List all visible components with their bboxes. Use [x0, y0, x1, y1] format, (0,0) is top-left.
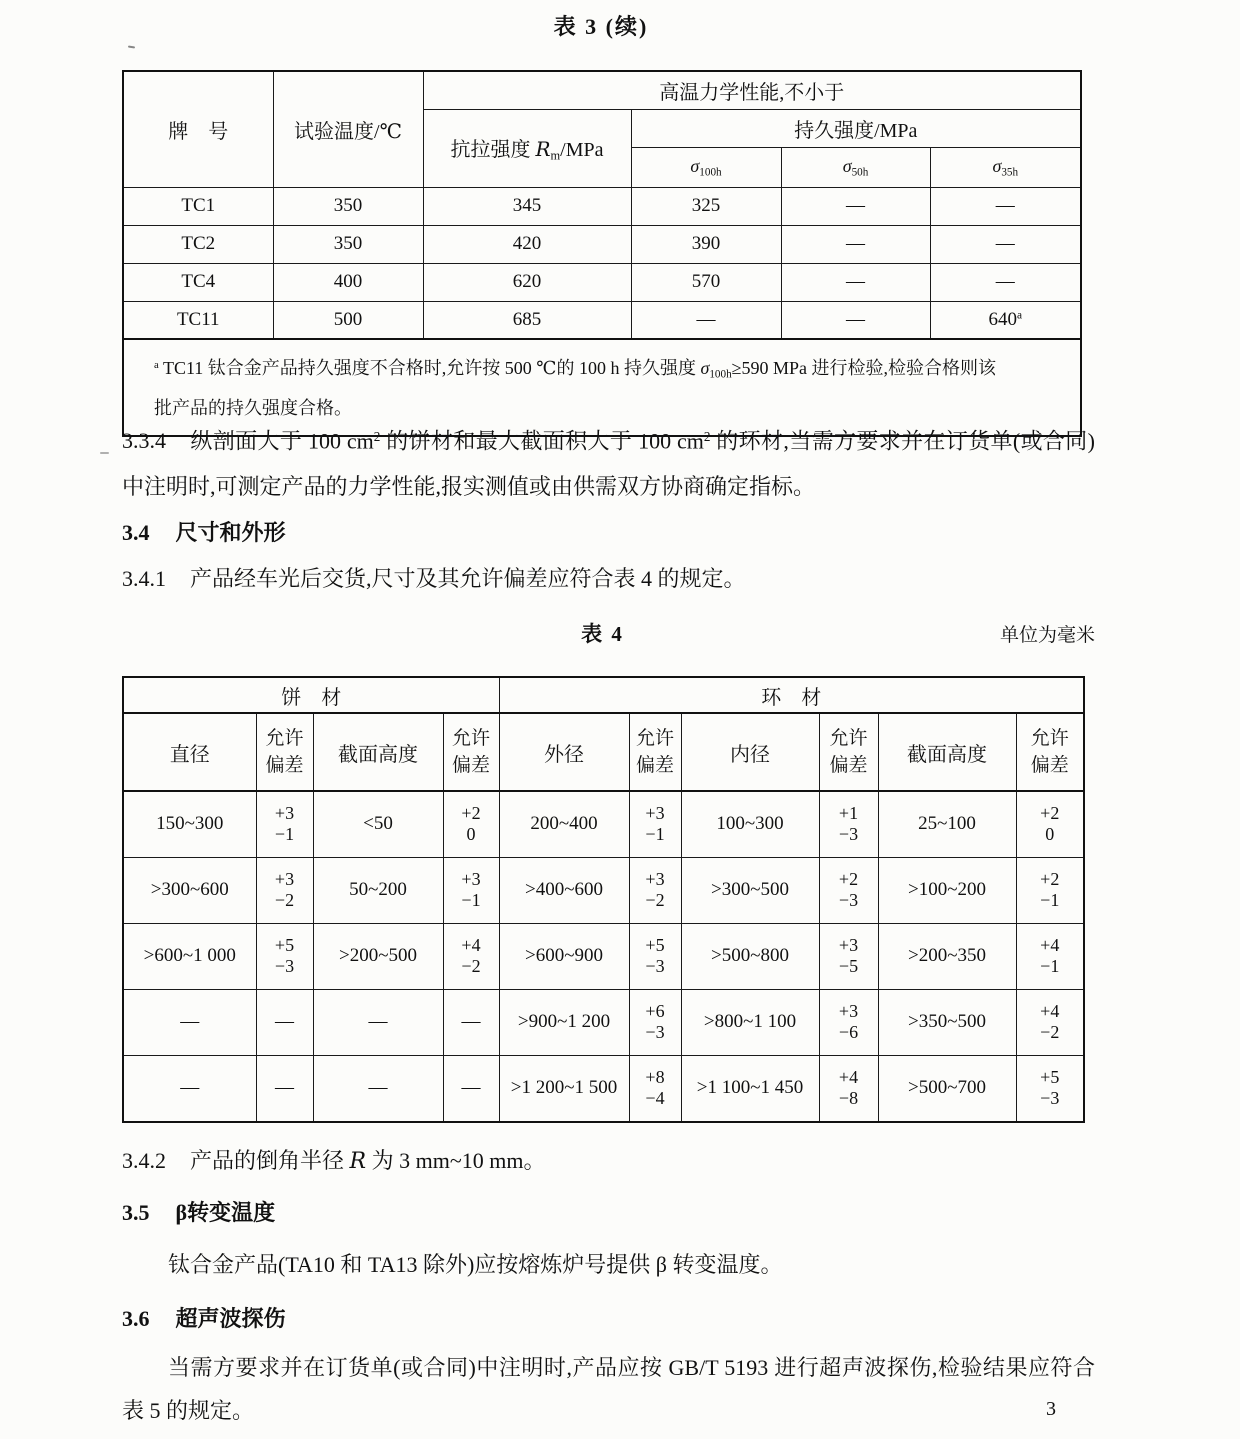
col-header-inner-diameter: 内径 — [681, 713, 819, 791]
cell-range: >800~1 100 — [681, 989, 819, 1055]
page-number: 3 — [1046, 1398, 1056, 1420]
col-header-tolerance — [443, 713, 499, 791]
sigma-symbol: σ — [992, 155, 1002, 176]
sigma-sub-50h: 50h — [851, 166, 869, 179]
footnote-text: TC11 钛合金产品持久强度不合格时,允许按 500 ℃的 100 h 持久强度 — [158, 357, 701, 378]
cell-empty: — — [443, 1055, 499, 1122]
cell-tolerance — [443, 923, 499, 989]
tolerance-plus: +3 — [274, 869, 295, 889]
heading-3-6 — [122, 1304, 286, 1334]
tolerance-label-line2: 偏差 — [829, 755, 868, 776]
tolerance-plus: +3 — [838, 1001, 859, 1021]
heading-title: 超声波探伤 — [175, 1306, 286, 1331]
cell-temp: 500 — [273, 301, 423, 339]
cell-value: 640 — [988, 308, 1017, 330]
tolerance-minus: −5 — [838, 956, 859, 976]
clause-number: 3.6 — [122, 1306, 150, 1331]
cell-tensile: 345 — [423, 187, 631, 225]
tolerance-plus: +3 — [274, 803, 295, 824]
cell-range: >600~900 — [499, 923, 629, 989]
tolerance-label-line1: 允许 — [1030, 728, 1069, 749]
table-row — [123, 923, 1084, 989]
tolerance-plus: +4 — [838, 1067, 859, 1088]
clause-number: 3.4.1 — [122, 566, 166, 591]
clause-number: 3.5 — [122, 1200, 150, 1225]
tensile-unit: /MPa — [560, 138, 604, 161]
table4-caption: 表 4 — [581, 622, 624, 646]
tolerance-minus: −1 — [1040, 890, 1060, 910]
superscript-2: 2 — [373, 429, 381, 444]
cell-tolerance — [819, 1055, 878, 1122]
cell-temp: 400 — [273, 263, 423, 301]
col-header-tolerance — [256, 713, 313, 791]
heading-3-5 — [122, 1198, 275, 1228]
tolerance-label-line2: 偏差 — [265, 755, 304, 776]
clause-3-3-4 — [122, 414, 1095, 510]
clause-text: 纵剖面大于 100 cm — [190, 428, 374, 454]
cell-s35h: — — [930, 225, 1081, 263]
sigma-symbol: σ — [842, 155, 852, 176]
cell-tolerance — [443, 791, 499, 857]
clause-3-6-body: 当需方要求并在订货单(或合同)中注明时,产品应按 GB/T 5193 进行超声波探伤,检验结果应符合表 5 的规定。 — [122, 1355, 1095, 1423]
tolerance-minus: −6 — [838, 1022, 859, 1042]
tolerance-plus: +4 — [1040, 1001, 1060, 1021]
cell-range: <50 — [313, 791, 443, 857]
cell-range: >400~600 — [499, 857, 629, 923]
cell-tolerance — [819, 923, 878, 989]
cell-tensile: 685 — [423, 301, 631, 339]
sigma-sub-100h: 100h — [699, 166, 722, 179]
tensile-symbol: R — [535, 136, 551, 161]
col-header-tolerance — [1016, 713, 1084, 791]
tolerance-minus: −2 — [461, 956, 481, 976]
cell-empty: — — [256, 989, 313, 1055]
heading-title: β转变温度 — [175, 1200, 276, 1225]
cell-tolerance — [256, 857, 313, 923]
table-row — [123, 301, 1081, 339]
table4 — [122, 676, 1085, 1123]
cell-range: 50~200 — [313, 857, 443, 923]
tolerance-plus: +4 — [1040, 935, 1060, 955]
col-header-test-temperature: 试验温度/℃ — [273, 71, 423, 187]
cell-grade: TC4 — [123, 263, 273, 301]
cell-tolerance — [443, 857, 499, 923]
col-header-sigma-100h — [631, 147, 781, 187]
tolerance-label-line1: 允许 — [265, 728, 304, 749]
col-header-tolerance — [629, 713, 681, 791]
cell-s100h: 570 — [631, 263, 781, 301]
footnote-marker: a — [1016, 309, 1023, 322]
table-row — [123, 187, 1081, 225]
cell-range: 200~400 — [499, 791, 629, 857]
table4-caption-row — [122, 618, 1095, 648]
tolerance-label-line1: 允许 — [635, 728, 674, 749]
cell-range: 150~300 — [123, 791, 256, 857]
clause-3-4-1 — [122, 564, 1095, 594]
cell-range: 25~100 — [878, 791, 1016, 857]
clause-text: 为 3 mm~10 mm。 — [366, 1148, 546, 1173]
tolerance-plus: +2 — [461, 803, 481, 824]
superscript-2: 2 — [703, 429, 711, 444]
cell-tolerance — [256, 923, 313, 989]
clause-text: 的饼材和最大截面积大于 100 cm — [380, 428, 704, 454]
col-header-sigma-35h — [930, 147, 1081, 187]
tolerance-plus: +5 — [645, 935, 665, 955]
tolerance-minus: −8 — [838, 1088, 859, 1109]
footnote-text: ≥590 MPa 进行检验,检验合格则该 — [731, 357, 997, 378]
tolerance-label-line2: 偏差 — [635, 755, 674, 776]
cell-temp: 350 — [273, 187, 423, 225]
cell-tolerance — [629, 791, 681, 857]
col-header-section-height: 截面高度 — [313, 713, 443, 791]
cell-range: >600~1 000 — [123, 923, 256, 989]
cell-range: >500~700 — [878, 1055, 1016, 1122]
table-row — [123, 857, 1084, 923]
tolerance-plus: +5 — [274, 935, 295, 955]
group-header-ring: 环 材 — [499, 677, 1084, 713]
tolerance-minus: −2 — [1040, 1022, 1060, 1042]
cell-range: >200~350 — [878, 923, 1016, 989]
cell-tolerance — [819, 791, 878, 857]
sigma-symbol: σ — [690, 155, 700, 176]
heading-title: 尺寸和外形 — [175, 520, 286, 545]
cell-range: >500~800 — [681, 923, 819, 989]
tolerance-label-line1: 允许 — [451, 728, 490, 749]
cell-tensile: 420 — [423, 225, 631, 263]
col-header-tensile-strength — [423, 109, 631, 187]
cell-empty: — — [256, 1055, 313, 1122]
table3 — [122, 70, 1082, 437]
table3-caption: 表 3 (续) — [553, 14, 649, 39]
tolerance-label-line2: 偏差 — [451, 755, 490, 776]
tolerance-plus: +2 — [1040, 869, 1060, 889]
cell-range: >100~200 — [878, 857, 1016, 923]
tolerance-minus: −1 — [1040, 956, 1060, 976]
col-header-diameter: 直径 — [123, 713, 256, 791]
table-row — [123, 989, 1084, 1055]
cell-temp: 350 — [273, 225, 423, 263]
tolerance-plus: +1 — [838, 803, 859, 824]
cell-tolerance — [629, 857, 681, 923]
sigma-symbol: σ — [700, 357, 710, 378]
cell-s50h: — — [781, 225, 930, 263]
cell-range: >200~500 — [313, 923, 443, 989]
cell-range: >900~1 200 — [499, 989, 629, 1055]
footnote-line-2: 批产品的持久强度合格。 — [154, 398, 352, 419]
table-row — [123, 225, 1081, 263]
tolerance-plus: +3 — [461, 869, 481, 889]
clause-number: 3.4.2 — [122, 1148, 166, 1173]
table4-header — [123, 677, 1084, 791]
cell-empty: — — [313, 1055, 443, 1122]
cell-s35h: — — [930, 263, 1081, 301]
cell-range: >300~500 — [681, 857, 819, 923]
clause-3-4-2 — [122, 1146, 1095, 1177]
tolerance-minus: −3 — [838, 890, 859, 910]
col-header-section-height: 截面高度 — [878, 713, 1016, 791]
tolerance-plus: +3 — [838, 935, 859, 955]
cell-empty: — — [123, 1055, 256, 1122]
col-header-outer-diameter: 外径 — [499, 713, 629, 791]
tolerance-minus: −2 — [274, 890, 295, 910]
cell-range: 100~300 — [681, 791, 819, 857]
table-row — [123, 263, 1081, 301]
tolerance-minus: −2 — [645, 890, 665, 910]
tolerance-minus: −1 — [274, 824, 295, 845]
footnote-marker: a — [154, 359, 159, 371]
cell-tolerance — [1016, 1055, 1084, 1122]
tensile-label: 抗拉强度 — [450, 138, 536, 161]
tolerance-minus: −3 — [645, 956, 665, 976]
tensile-subscript: m — [550, 148, 561, 163]
cell-s50h: — — [781, 301, 930, 339]
table-row — [123, 1055, 1084, 1122]
col-header-tolerance — [819, 713, 878, 791]
tolerance-label-line2: 偏差 — [1030, 755, 1069, 776]
sigma-sub-35h: 35h — [1001, 166, 1019, 179]
heading-3-4 — [122, 518, 286, 548]
group-header-disc: 饼 材 — [123, 677, 499, 713]
tolerance-plus: +6 — [645, 1001, 665, 1021]
tolerance-minus: 0 — [1045, 824, 1055, 845]
tolerance-plus: +3 — [645, 869, 665, 889]
tolerance-plus: +4 — [461, 935, 481, 955]
cell-s100h: 325 — [631, 187, 781, 225]
tolerance-plus: +8 — [645, 1067, 665, 1088]
clause-number: 3.3.4 — [122, 428, 166, 454]
cell-range: >300~600 — [123, 857, 256, 923]
cell-s50h: — — [781, 263, 930, 301]
page-content — [122, 0, 1095, 1439]
cell-tolerance — [1016, 791, 1084, 857]
tolerance-label-line1: 允许 — [829, 728, 868, 749]
cell-empty: — — [313, 989, 443, 1055]
cell-tensile: 620 — [423, 263, 631, 301]
clause-3-5-body: 钛合金产品(TA10 和 TA13 除外)应按熔炼炉号提供 β 转变温度。 — [168, 1252, 783, 1277]
clause-text: 产品的倒角半径 — [190, 1148, 350, 1173]
cell-empty: — — [123, 989, 256, 1055]
cell-tolerance — [629, 989, 681, 1055]
table-row — [123, 791, 1084, 857]
table4-unit-note: 单位为毫米 — [999, 625, 1095, 646]
tolerance-minus: −3 — [838, 824, 859, 845]
cell-tolerance — [1016, 857, 1084, 923]
footnote-line-1 — [154, 348, 1054, 391]
clause-text: 的环材,当需方要求并在订货单(或合同)中注明时,可测定产品的力学性能,报实测值或由供需双方协商确定指标。 — [122, 428, 1095, 500]
tolerance-minus: −3 — [1040, 1088, 1060, 1109]
col-header-high-temp-properties: 高温力学性能,不小于 — [423, 71, 1081, 109]
cell-s100h: — — [631, 301, 781, 339]
tolerance-plus: +5 — [1040, 1067, 1060, 1088]
cell-tolerance — [1016, 989, 1084, 1055]
tolerance-minus: 0 — [466, 824, 476, 845]
cell-range: >1 100~1 450 — [681, 1055, 819, 1122]
cell-grade: TC2 — [123, 225, 273, 263]
col-header-sigma-50h — [781, 147, 930, 187]
radius-symbol: R — [349, 1149, 367, 1174]
clause-number: 3.4 — [122, 520, 150, 545]
cell-tolerance — [629, 923, 681, 989]
tolerance-minus: −3 — [645, 1022, 665, 1042]
clause-text: 产品经车光后交货,尺寸及其允许偏差应符合表 4 的规定。 — [190, 566, 746, 591]
cell-s35h: — — [930, 187, 1081, 225]
tolerance-minus: −3 — [274, 956, 295, 976]
cell-s50h: — — [781, 187, 930, 225]
tolerance-plus: +3 — [645, 803, 665, 824]
cell-tolerance — [256, 791, 313, 857]
cell-s35h — [930, 301, 1081, 339]
col-header-grade: 牌 号 — [123, 71, 273, 187]
cell-s100h: 390 — [631, 225, 781, 263]
cell-empty: — — [443, 989, 499, 1055]
tolerance-minus: −4 — [645, 1088, 665, 1109]
cell-grade: TC1 — [123, 187, 273, 225]
tolerance-minus: −1 — [461, 890, 481, 910]
cell-grade: TC11 — [123, 301, 273, 339]
cell-range: >1 200~1 500 — [499, 1055, 629, 1122]
cell-tolerance — [819, 857, 878, 923]
sigma-sub-100h: 100h — [709, 368, 732, 381]
tolerance-plus: +2 — [1040, 803, 1060, 824]
cell-range: >350~500 — [878, 989, 1016, 1055]
scan-artifact — [100, 452, 109, 454]
cell-tolerance — [819, 989, 878, 1055]
tolerance-minus: −1 — [645, 824, 665, 845]
tolerance-plus: +2 — [838, 869, 859, 889]
cell-tolerance — [629, 1055, 681, 1122]
table3-header — [123, 71, 1081, 187]
cell-tolerance — [1016, 923, 1084, 989]
col-header-endurance-strength: 持久强度/MPa — [631, 109, 1081, 147]
